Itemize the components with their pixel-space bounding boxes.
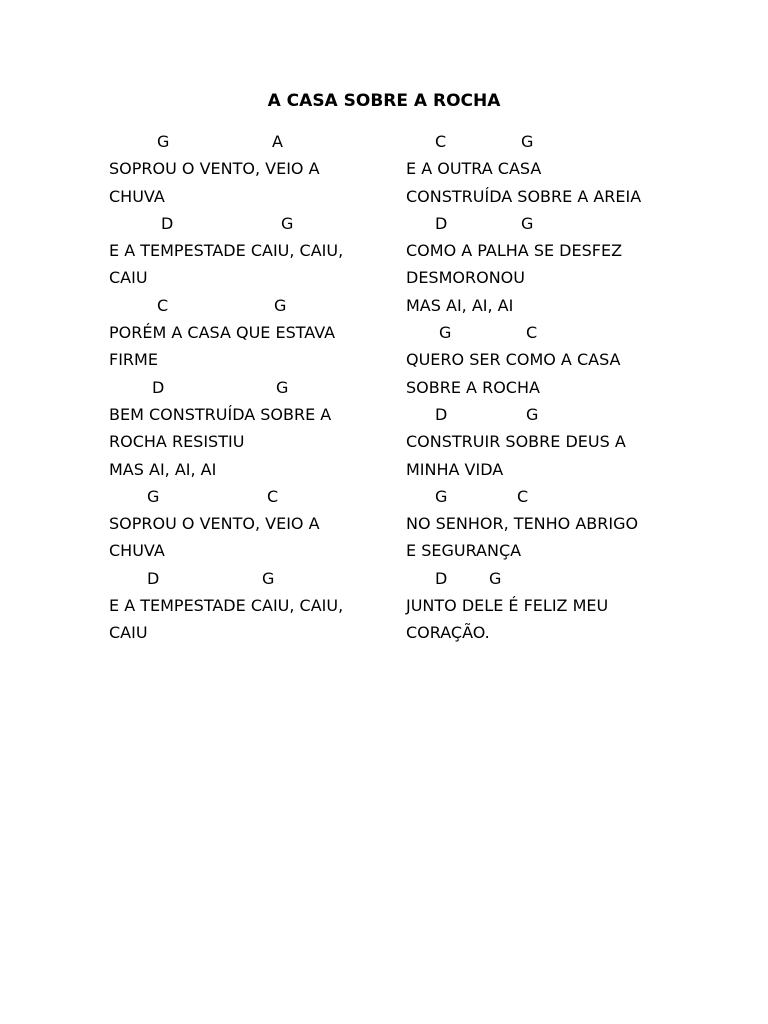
chord: C <box>267 486 279 506</box>
chord: C <box>157 295 169 315</box>
chord-line <box>109 483 389 510</box>
chord-line <box>406 483 676 510</box>
lyric-line: NO SENHOR, TENHO ABRIGO <box>406 514 639 534</box>
lyric-line: PORÉM A CASA QUE ESTAVA <box>109 323 336 343</box>
lyric-line: QUERO SER COMO A CASA <box>406 350 621 370</box>
lyric-line: MAS AI, AI, AI <box>109 459 217 479</box>
lyric-line: E A TEMPESTADE CAIU, CAIU, <box>109 596 344 616</box>
chord: D <box>435 404 448 424</box>
chord: G <box>281 213 294 233</box>
chord-line <box>406 319 676 346</box>
chord: G <box>521 213 534 233</box>
chord-line <box>109 565 389 592</box>
chord: G <box>526 404 539 424</box>
chord: C <box>435 132 447 151</box>
chord: A <box>272 132 283 151</box>
lyric-line: SOPROU O VENTO, VEIO A <box>109 514 320 534</box>
chord: G <box>439 323 452 343</box>
chord: D <box>161 213 174 233</box>
chord: G <box>276 377 289 397</box>
lyric-line: SOBRE A ROCHA <box>406 377 540 397</box>
chord: G <box>262 568 275 588</box>
chord-line <box>406 565 676 592</box>
chord-line <box>109 128 389 155</box>
chord-line <box>109 374 389 401</box>
chord: G <box>147 486 160 506</box>
lyric-line: DESMORONOU <box>406 268 525 288</box>
lyric-line: E A TEMPESTADE CAIU, CAIU, <box>109 241 344 261</box>
chord: G <box>521 132 534 151</box>
chord: D <box>147 568 160 588</box>
chord-line <box>406 210 676 237</box>
chord: G <box>157 132 170 151</box>
lyric-line: BEM CONSTRUÍDA SOBRE A <box>109 404 332 424</box>
lyric-line: CAIU <box>109 623 148 643</box>
chord: D <box>152 377 165 397</box>
lyric-line: FIRME <box>109 350 158 370</box>
lyric-line: CORAÇÃO. <box>406 623 490 643</box>
chord: C <box>526 323 538 343</box>
lyric-line: CONSTRUÍDA SOBRE A AREIA <box>406 186 642 206</box>
chord-line <box>109 292 389 319</box>
chord: D <box>435 568 448 588</box>
lyric-line: E SEGURANÇA <box>406 541 522 561</box>
lyric-line: COMO A PALHA SE DESFEZ <box>406 241 623 261</box>
chord: C <box>517 486 529 506</box>
lyric-line: CHUVA <box>109 186 165 206</box>
lyric-line: CAIU <box>109 268 148 288</box>
chord-line <box>406 401 676 428</box>
lyric-line: ROCHA RESISTIU <box>109 432 245 452</box>
song-title: A CASA SOBRE A ROCHA <box>267 91 501 111</box>
lyric-line: CHUVA <box>109 541 165 561</box>
lyric-line: E A OUTRA CASA <box>406 159 542 179</box>
lyric-line: MINHA VIDA <box>406 459 504 479</box>
right-column <box>406 128 676 647</box>
chord: G <box>435 486 448 506</box>
lyric-line: CONSTRUIR SOBRE DEUS A <box>406 432 626 452</box>
chord: G <box>274 295 287 315</box>
chord-line <box>109 210 389 237</box>
lyric-line: SOPROU O VENTO, VEIO A <box>109 159 320 179</box>
left-column <box>109 128 389 647</box>
chord: D <box>435 213 448 233</box>
chord-line <box>406 128 676 155</box>
chord: G <box>489 568 502 588</box>
lyric-line: JUNTO DELE É FELIZ MEU <box>406 596 609 616</box>
lyric-line: MAS AI, AI, AI <box>406 295 514 315</box>
